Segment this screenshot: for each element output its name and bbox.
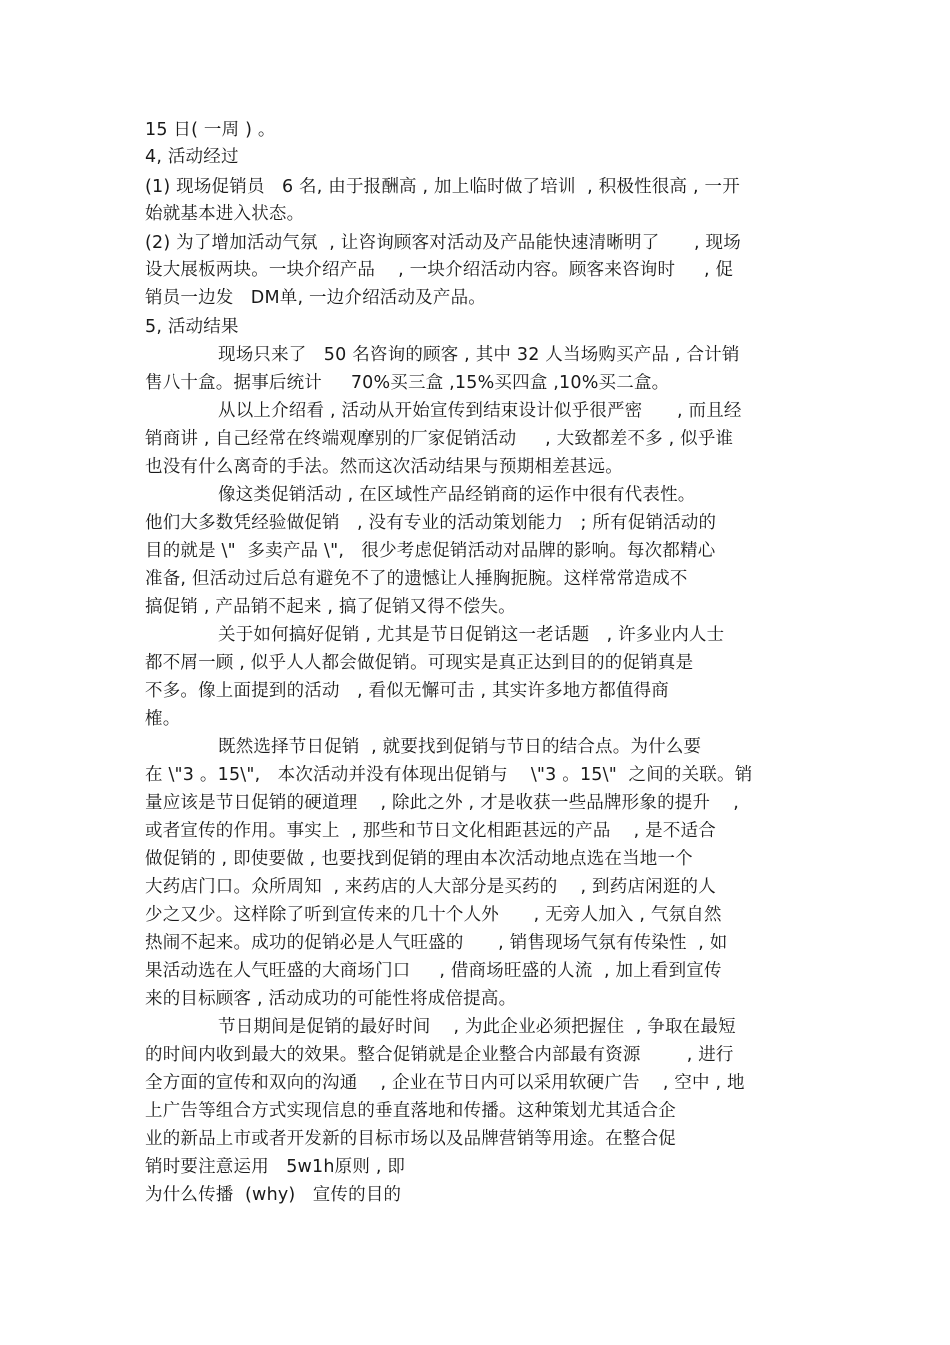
text-line: 现场只来了 50 名咨询的顾客 , 其中 32 人当场购买产品 , 合计销 (218, 345, 740, 365)
text-line: 做促销的 , 即使要做 , 也要找到促销的理由本次活动地点选在当地一个 (145, 849, 693, 869)
text-line: 也没有什么离奇的手法。然而这次活动结果与预期相差甚远。 (145, 457, 623, 477)
text-line: 业的新品上市或者开发新的目标市场以及品牌营销等用途。在整合促 (145, 1129, 676, 1149)
text-line: 为什么传播 (why) 宣传的目的 (145, 1185, 402, 1205)
text-line: 目的就是 \" 多卖产品 \", 很少考虑促销活动对品牌的影响。每次都精心 (145, 541, 716, 561)
text-line: 果活动选在人气旺盛的大商场门口 , 借商场旺盛的人流 , 加上看到宣传 (145, 961, 722, 981)
text-line: 像这类促销活动 , 在区域性产品经销商的运作中很有代表性。 (218, 485, 696, 505)
text-line: (1) 现场促销员 6 名, 由于报酬高 , 加上临时做了培训 , 积极性很高 , 一开 (145, 177, 740, 197)
text-line: 在 \"3 。15\", 本次活动并没有体现出促销与 \"3 。15\" 之间的关联。销 (145, 765, 753, 785)
text-line: 从以上介绍看 , 活动从开始宣传到结束设计似乎很严密 , 而且经 (218, 401, 742, 421)
text-line: 既然选择节日促销 , 就要找到促销与节日的结合点。为什么要 (218, 737, 702, 757)
text-line: 15 日( 一周 ) 。 (145, 120, 276, 140)
section-heading: 5, 活动结果 (145, 317, 239, 337)
text-line: 售八十盒。据事后统计 70%买三盒 ,15%买四盒 ,10%买二盒。 (145, 373, 670, 393)
text-line: 榷。 (145, 709, 181, 729)
text-line: 的时间内收到最大的效果。整合促销就是企业整合内部最有资源 , 进行 (145, 1045, 734, 1065)
text-line: 准备, 但活动过后总有避免不了的遗憾让人捶胸扼腕。这样常常造成不 (145, 569, 688, 589)
text-line: 全方面的宣传和双向的沟通 , 企业在节日内可以采用软硬广告 , 空中 , 地 (145, 1073, 745, 1093)
text-line: 大药店门口。众所周知 , 来药店的人大部分是买药的 , 到药店闲逛的人 (145, 877, 716, 897)
text-line: 销员一边发 DM单, 一边介绍活动及产品。 (145, 288, 486, 308)
text-line: 量应该是节日促销的硬道理 , 除此之外 , 才是收获一些品牌形象的提升 , (145, 793, 739, 813)
text-line: 销时要注意运用 5w1h原则 , 即 (145, 1157, 406, 1177)
text-line: 销商讲 , 自己经常在终端观摩别的厂家促销活动 , 大致都差不多 , 似乎谁 (145, 429, 734, 449)
text-line: 始就基本进入状态。 (145, 204, 305, 224)
text-line: 或者宣传的作用。事实上 , 那些和节日文化相距甚远的产品 , 是不适合 (145, 821, 716, 841)
text-line: 来的目标顾客 , 活动成功的可能性将成倍提高。 (145, 989, 517, 1009)
text-line: 关于如何搞好促销 , 尤其是节日促销这一老话题 , 许多业内人士 (218, 625, 725, 645)
text-line: (2) 为了增加活动气氛 , 让咨询顾客对活动及产品能快速清晰明了 , 现场 (145, 233, 741, 253)
text-line: 少之又少。这样除了听到宣传来的几十个人外 , 无旁人加入 , 气氛自然 (145, 905, 722, 925)
text-line: 节日期间是促销的最好时间 , 为此企业必须把握住 , 争取在最短 (218, 1017, 736, 1037)
section-heading: 4, 活动经过 (145, 147, 239, 167)
text-line: 都不屑一顾 , 似乎人人都会做促销。可现实是真正达到目的的促销真是 (145, 653, 694, 673)
text-line: 上广告等组合方式实现信息的垂直落地和传播。这种策划尤其适合企 (145, 1101, 676, 1121)
text-line: 不多。像上面提到的活动 , 看似无懈可击 , 其实许多地方都值得商 (145, 681, 669, 701)
text-line: 设大展板两块。一块介绍产品 , 一块介绍活动内容。顾客来咨询时 , 促 (145, 260, 734, 280)
text-line: 搞促销 , 产品销不起来 , 搞了促销又得不偿失。 (145, 597, 516, 617)
text-line: 他们大多数凭经验做促销 , 没有专业的活动策划能力 ; 所有促销活动的 (145, 513, 717, 533)
text-line: 热闹不起来。成功的促销必是人气旺盛的 , 销售现场气氛有传染性 , 如 (145, 933, 728, 953)
